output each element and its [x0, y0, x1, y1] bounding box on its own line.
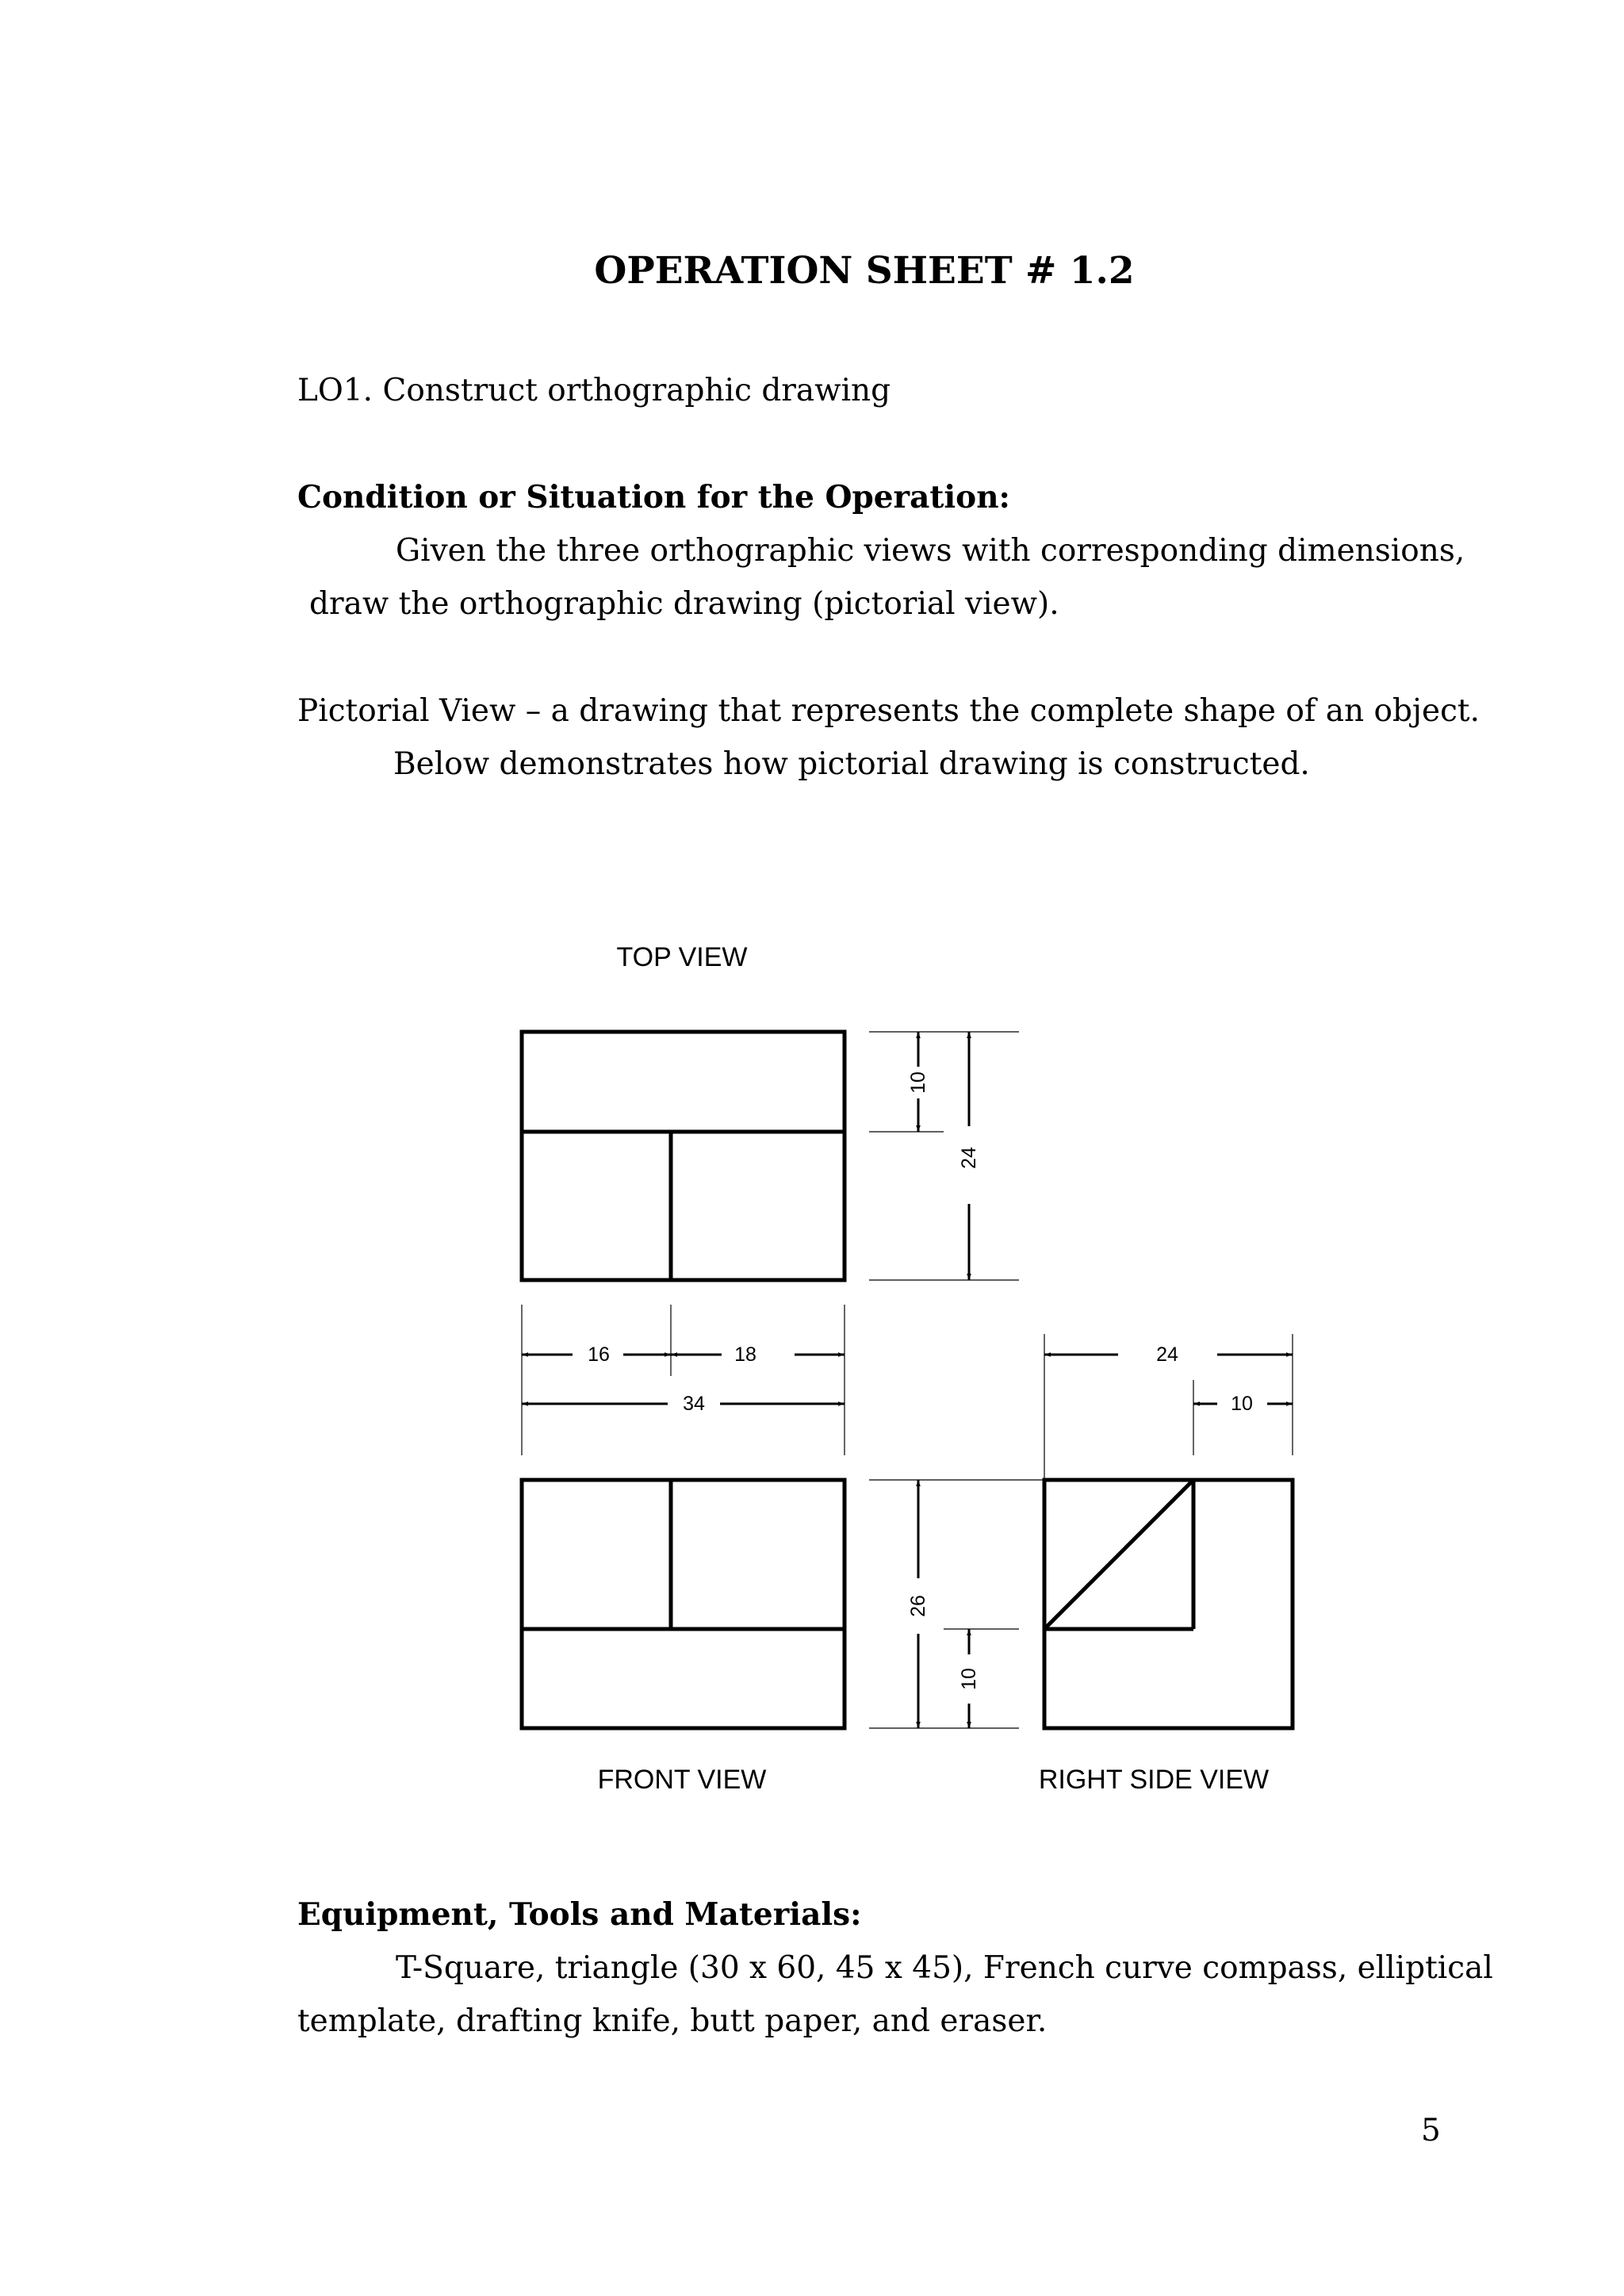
right-side-view: [1044, 1480, 1293, 1728]
equipment-heading: Equipment, Tools and Materials:: [297, 1896, 862, 1933]
condition-line-2: draw the orthographic drawing (pictorial view).: [309, 586, 1059, 622]
equipment-line-2: template, drafting knife, butt paper, and eraser.: [297, 2003, 1048, 2039]
dim-side-depth-total: 24: [1156, 1343, 1178, 1366]
pictorial-demo-text: Below demonstrates how pictorial drawing is constructed.: [393, 746, 1310, 782]
dim-height-total: 26: [907, 1595, 929, 1617]
top-view-label: TOP VIEW: [616, 942, 748, 972]
learning-objective: LO1. Construct orthographic drawing: [297, 373, 891, 408]
dim-width-total: 34: [683, 1393, 705, 1415]
page-title: OPERATION SHEET # 1.2: [594, 249, 1135, 293]
condition-line-1: Given the three orthographic views with corresponding dimensions,: [396, 533, 1465, 569]
pictorial-definition: Pictorial View – a drawing that represents the complete shape of an object.: [297, 693, 1480, 729]
dim-side-depth-small: 10: [1231, 1393, 1253, 1415]
dim-width-right: 18: [734, 1343, 756, 1366]
right-side-view-label: RIGHT SIDE VIEW: [1038, 1765, 1270, 1795]
dim-height-small: 10: [958, 1668, 980, 1690]
dim-width-left: 16: [588, 1343, 610, 1366]
top-view: [522, 1032, 845, 1280]
extension-lines: [522, 1032, 1293, 1728]
dim-top-depth-total: 24: [958, 1147, 980, 1169]
equipment-line-1: T-Square, triangle (30 x 60, 45 x 45), French curve compass, elliptical: [396, 1950, 1493, 1986]
dim-top-depth-small: 10: [907, 1071, 929, 1094]
front-view: [522, 1480, 845, 1728]
condition-heading: Condition or Situation for the Operation:: [297, 479, 1010, 516]
page-number: 5: [1421, 2113, 1441, 2148]
front-view-label: FRONT VIEW: [597, 1765, 767, 1795]
dimension-lines: [522, 1032, 1293, 1728]
